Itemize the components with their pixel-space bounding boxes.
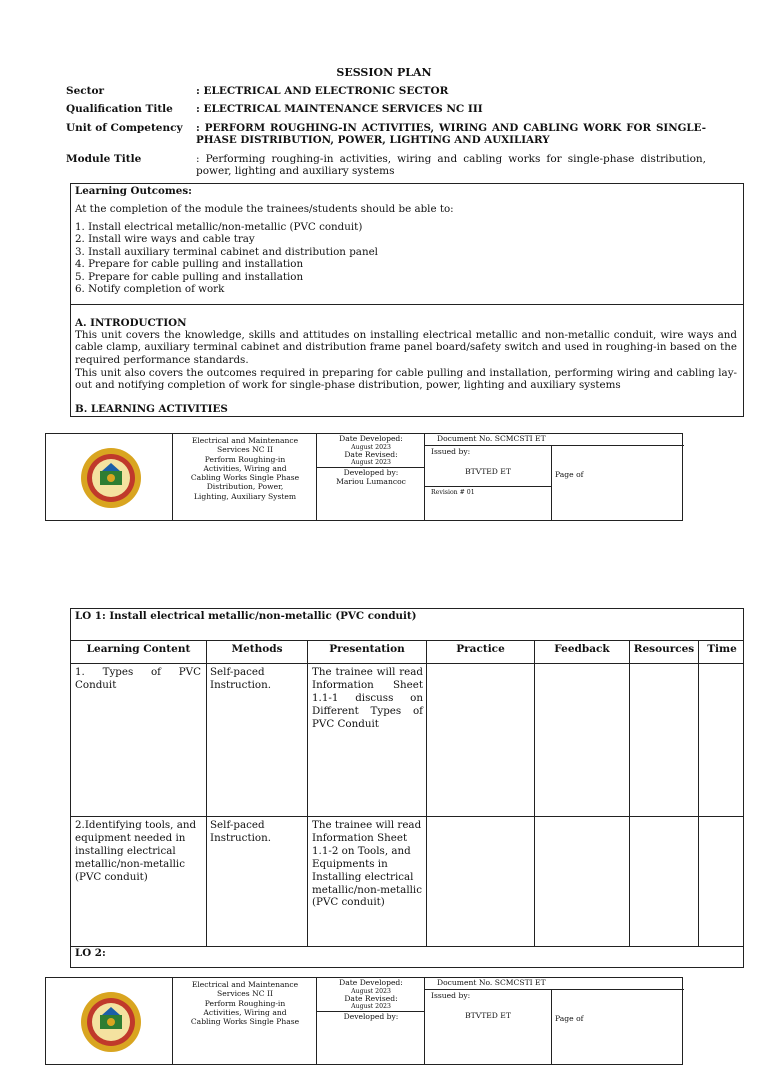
unit-value: : PERFORM ROUGHING-IN ACTIVITIES, WIRING AND CABLING WORK FOR SINGLE-PHASE DISTRIBUTION, POWER, LIGHTING AND AUXILIARY <box>196 122 706 146</box>
footer-document-cell <box>424 978 684 1064</box>
footer-course-cell <box>172 978 317 1064</box>
learning-outcomes-box <box>70 183 744 417</box>
introduction-paragraph-1: This unit covers the knowledge, skills and attitudes on installing electrical metallic and non-metallic conduit, wire ways and cable clamp, auxiliary terminal cabinet and distribution frame panel board/safety switch and used in roughing-in based on the required performance standards. <box>75 329 737 366</box>
qualification-row <box>66 103 706 116</box>
column-header-methods: Methods <box>231 643 283 655</box>
qualification-value: : ELECTRICAL MAINTENANCE SERVICES NC III <box>196 103 483 115</box>
learning-activities-heading: B. LEARNING ACTIVITIES <box>75 403 228 415</box>
page-number: Page of <box>555 470 584 479</box>
school-seal-icon <box>80 447 142 509</box>
lo-table <box>70 608 744 968</box>
footer-course-line: Activities, Wiring and <box>203 1007 287 1017</box>
issued-by-label: Issued by: <box>431 447 471 456</box>
column-header-presentation: Presentation <box>329 643 405 655</box>
footer-course-cell <box>172 434 317 520</box>
list-item: 6. Notify completion of work <box>75 283 225 296</box>
footer-course-line: Services NC II <box>217 989 273 999</box>
table-row-1-presentation: The trainee will read Information Sheet 1.1-1 discuss on Different Types of PVC Conduit <box>312 666 423 730</box>
footer-course-line: Electrical and Maintenance <box>191 980 299 989</box>
column-header-practice: Practice <box>456 643 505 655</box>
footer-dates-cell <box>316 978 425 1064</box>
learning-outcomes-list <box>75 221 378 295</box>
footer-course-line: Distribution, Power, <box>206 482 284 492</box>
date-revised-label: Date Revised: <box>344 449 398 459</box>
sector-label: Sector <box>66 85 105 97</box>
issued-by-label: Issued by: <box>431 991 471 1000</box>
list-item: 2. Install wire ways and cable tray <box>75 233 255 246</box>
table-row-1-content: 1. Types of PVC Conduit <box>75 666 201 691</box>
module-label: Module Title <box>66 153 142 165</box>
date-developed: August 2023 <box>351 443 391 451</box>
date-revised: August 2023 <box>351 1003 391 1011</box>
list-item: 5. Prepare for cable pulling and installation <box>75 270 304 283</box>
footer-document-cell <box>424 434 684 520</box>
developer-name: Mariou Lumancoc <box>336 476 406 486</box>
footer-course-line: Lighting, Auxiliary System <box>193 491 297 501</box>
section-divider <box>71 304 743 305</box>
table-row-2-method: Self-paced Instruction. <box>210 819 271 844</box>
sector-value: : ELECTRICAL AND ELECTRONIC SECTOR <box>196 85 449 97</box>
issuer-name: BTVTED ET <box>465 1011 511 1020</box>
issuer-name: BTVTED ET <box>465 467 511 476</box>
learning-outcomes-intro: At the completion of the module the trainees/students should be able to: <box>75 203 454 215</box>
introduction-heading: A. INTRODUCTION <box>75 317 187 329</box>
footer-dates-cell <box>316 434 425 520</box>
footer-course-line: Perform Roughing-in <box>204 454 286 464</box>
module-value: : Performing roughing-in activities, wiring and cabling works for single-phase distribution, power, lighting and auxiliary systems <box>196 153 706 177</box>
document-number: Document No. SCMCSTI ET <box>425 434 684 446</box>
school-seal-icon <box>80 991 142 1053</box>
table-row-1-method: Self-paced Instruction. <box>210 666 271 691</box>
document-number: Document No. SCMCSTI ET <box>425 978 684 990</box>
table-row-2-content: 2.Identifying tools, and equipment needed in installing electrical metallic/non-metallic (PVC conduit) <box>75 819 197 883</box>
date-developed-label: Date Developed: <box>339 978 403 987</box>
footer-course-line: Cabling Works Single Phase <box>190 1017 300 1027</box>
date-developed-label: Date Developed: <box>339 434 403 443</box>
unit-label: Unit of Competency <box>66 122 183 134</box>
list-item: 3. Install auxiliary terminal cabinet and distribution panel <box>75 245 378 258</box>
column-header-resources: Resources <box>633 643 695 655</box>
sector-row <box>66 85 706 98</box>
developed-by-label: Developed by: <box>343 1011 399 1021</box>
revision-number: Revision # 01 <box>431 489 475 496</box>
footer-course-line: Services NC II <box>217 445 273 455</box>
document-title: SESSION PLAN <box>336 66 432 79</box>
lo2-title: LO 2: <box>75 947 106 959</box>
table-row-2-presentation: The trainee will read Information Sheet 1.1-2 on Tools, and Equipments in Installing electrical metallic/non-metallic (PVC conduit) <box>312 819 422 909</box>
qualification-label: Qualification Title <box>66 103 173 115</box>
column-header-learning-content: Learning Content <box>86 643 191 655</box>
footer-course-line: Electrical and Maintenance <box>191 436 299 445</box>
page-footer-2 <box>45 977 683 1065</box>
module-row <box>66 153 706 179</box>
page-footer <box>45 433 683 521</box>
learning-outcomes-heading: Learning Outcomes: <box>75 185 192 197</box>
developed-by-label: Developed by: <box>343 467 399 477</box>
column-header-feedback: Feedback <box>554 643 610 655</box>
list-item: 1. Install electrical metallic/non-metallic (PVC conduit) <box>75 221 363 233</box>
column-header-time: Time <box>707 643 737 655</box>
list-item: 4. Prepare for cable pulling and installation <box>75 258 304 271</box>
unit-row <box>66 122 706 148</box>
date-revised-label: Date Revised: <box>344 993 398 1003</box>
lo1-title: LO 1: Install electrical metallic/non-metallic (PVC conduit) <box>75 610 417 622</box>
footer-course-line: Activities, Wiring and <box>203 463 287 473</box>
date-developed: August 2023 <box>351 987 391 995</box>
footer-course-line: Perform Roughing-in <box>204 998 286 1008</box>
introduction-paragraph-2: This unit also covers the outcomes required in preparing for cable pulling and installation, performing wiring and cabling lay-out and notifying completion of work for single-phase distribution, power, lighting and auxiliary systems <box>75 367 737 392</box>
page-number: Page of <box>555 1014 584 1023</box>
footer-course-line: Cabling Works Single Phase <box>190 473 300 483</box>
date-revised: August 2023 <box>351 459 391 467</box>
